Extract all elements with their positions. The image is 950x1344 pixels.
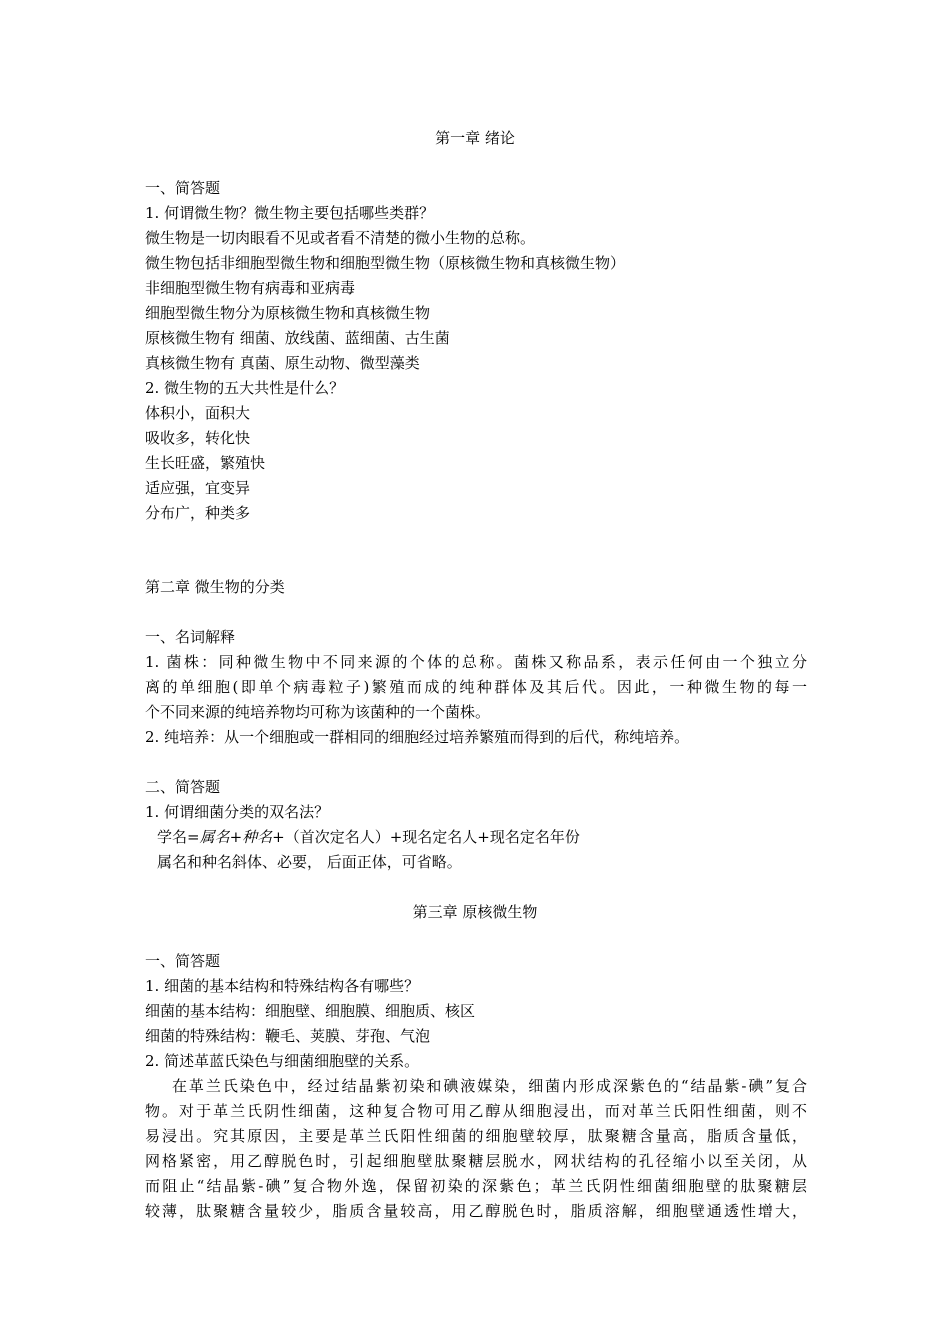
chapter-3-title: 第三章 原核微生物 (412, 903, 538, 921)
paragraph-line: 较薄，肽聚糖含量较少，脂质含量较高，用乙醇脱色时，脂质溶解，细胞壁通透性增大， (145, 1202, 807, 1220)
answer-line: 吸收多，转化快 (145, 429, 251, 447)
chapter-1-title: 第一章 绪论 (435, 129, 515, 147)
answer-line: 生长旺盛，繁殖快 (145, 454, 266, 472)
paragraph-line: 在革兰氏染色中，经过结晶紫初染和碘液媒染，细菌内形成深紫色的“结晶紫-碘”复合 (145, 1077, 807, 1095)
answer-line: 细菌的基本结构：细胞壁、细胞膜、细胞质、核区 (145, 1002, 476, 1020)
chapter-2-title: 第二章 微生物的分类 (145, 578, 285, 596)
question-2: 2. 微生物的五大共性是什么？ (145, 379, 345, 397)
answer-line: 适应强，宜变异 (145, 479, 251, 497)
genus-italic: 属名+ (199, 828, 243, 846)
formula-rest: （首次定名人）+现名定名人+现名定名年份 (284, 828, 580, 846)
question-1: 1. 何谓细菌分类的双名法？ (145, 803, 330, 821)
answer-line: 细胞型微生物分为原核微生物和真核微生物 (145, 304, 431, 322)
definition-line: 离的单细胞(即单个病毒粒子)繁殖而成的纯种群体及其后代。因此，一种微生物的每一 (145, 678, 807, 696)
section-heading: 二、简答题 (145, 778, 221, 796)
question-2: 2. 简述革蓝氏染色与细菌细胞壁的关系。 (145, 1052, 420, 1070)
section-heading: 一、简答题 (145, 179, 221, 197)
answer-line: 体积小，面积大 (145, 404, 251, 422)
formula-prefix: 学名= (157, 828, 200, 846)
definition-line: 个不同来源的纯培养物均可称为该菌种的一个菌株。 (145, 703, 491, 721)
definition-line: 1. 菌株：同种微生物中不同来源的个体的总称。菌株又称品系，表示任何由一个独立分 (145, 653, 807, 671)
paragraph-line: 易浸出。究其原因，主要是革兰氏阳性细菌的细胞壁较厚，肽聚糖含量高，脂质含量低， (145, 1127, 807, 1145)
question-1: 1. 细菌的基本结构和特殊结构各有哪些？ (145, 977, 420, 995)
paragraph-line: 而阻止“结晶紫-碘”复合物外逸，保留初染的深紫色；革兰氏阴性细菌细胞壁的肽聚糖层 (145, 1177, 807, 1195)
answer-line: 非细胞型微生物有病毒和亚病毒 (145, 279, 356, 297)
answer-line: 微生物是一切肉眼看不见或者看不清楚的微小生物的总称。 (145, 229, 536, 247)
answer-line: 分布广，种类多 (145, 504, 251, 522)
binomial-formula (157, 827, 580, 847)
paragraph-line: 网格紧密，用乙醇脱色时，引起细胞壁肽聚糖层脱水，网状结构的孔径缩小以至关闭，从 (145, 1152, 807, 1170)
answer-line: 细菌的特殊结构：鞭毛、荚膜、芽孢、气泡 (145, 1027, 431, 1045)
definition-2: 2. 纯培养：从一个细胞或一群相同的细胞经过培养繁殖而得到的后代，称纯培养。 (145, 728, 690, 746)
answer-line: 原核微生物有 细菌、放线菌、蓝细菌、古生菌 (145, 329, 450, 347)
question-1: 1. 何谓微生物？微生物主要包括哪些类群？ (145, 204, 435, 222)
species-italic: 种名+ (242, 828, 285, 846)
answer-line: 属名和种名斜体、必要， 后面正体，可省略。 (157, 853, 462, 871)
answer-line: 真核微生物有 真菌、原生动物、微型藻类 (145, 354, 420, 372)
section-heading: 一、名词解释 (145, 628, 236, 646)
answer-line: 微生物包括非细胞型微生物和细胞型微生物（原核微生物和真核微生物） (145, 254, 626, 272)
paragraph-line: 物。对于革兰氏阴性细菌，这种复合物可用乙醇从细胞浸出，而对革兰氏阳性细菌，则不 (145, 1102, 807, 1120)
section-heading: 一、简答题 (145, 952, 221, 970)
